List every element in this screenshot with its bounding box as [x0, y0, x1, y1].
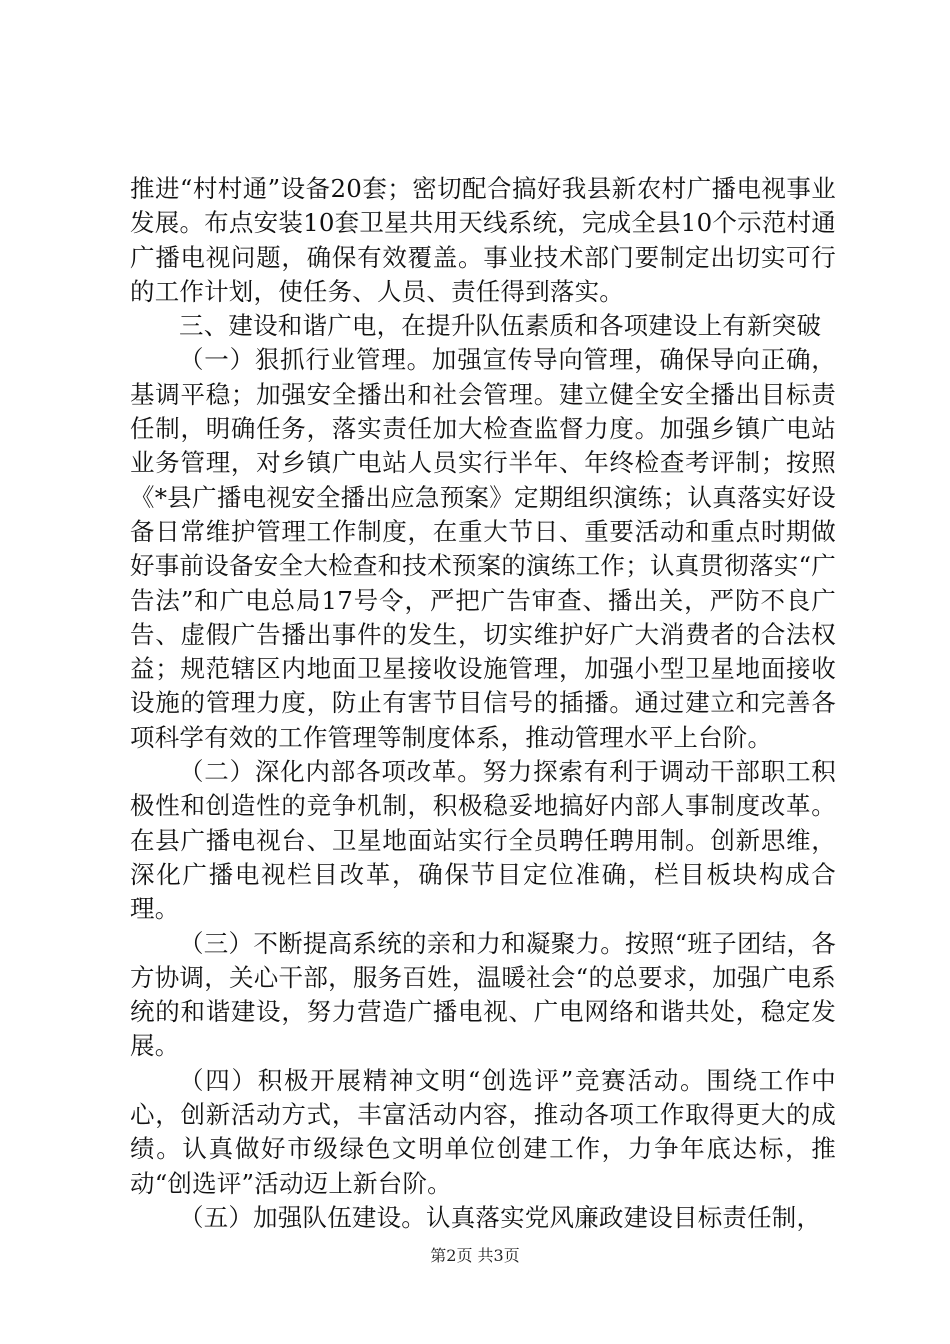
paragraph-internal-reform: （二）深化内部各项改革。努力探索有利于调动干部职工积极性和创造性的竞争机制，积极稳妥地搞好内部人事制度改革。在县广播电视台、卫星地面站实行全员聘任聘用制。创新思维，深化广播电视栏目改革，确保节目定位准确，栏目板块构成合理。 — [130, 757, 836, 924]
paragraph-cohesion: （三）不断提高系统的亲和力和凝聚力。按照“班子团结，各方协调，关心干部，服务百姓，温暖社会“的总要求，加强广电系统的和谐建设，努力营造广播电视、广电网络和谐共处，稳定发展。 — [130, 928, 836, 1061]
paragraph-industry-management: （一）狠抓行业管理。加强宣传导向管理，确保导向正确，基调平稳；加强安全播出和社会管理。建立健全安全播出目标责任制，明确任务，落实责任加大检查监督力度。加强乡镇广电站业务管理，对乡镇广电站人员实行半年、年终检查考评制；按照《*县广播电视安全播出应急预案》定期组织演练；认真落实好设备日常维护管理工作制度，在重大节日、重要活动和重点时期做好事前设备安全大检查和技术预案的演练工作；认真贯彻落实“广告法”和广电总局17号令，严把广告审查、播出关，严防不良广告、虚假广告播出事件的发生，切实维护好广大消费者的合法权益；规范辖区内地面卫星接收设施管理，加强小型卫星地面接收设施的管理力度，防止有害节目信号的插播。通过建立和完善各项科学有效的工作管理等制度体系，推动管理水平上台阶。 — [130, 345, 836, 752]
section-heading-3: 三、建设和谐广电，在提升队伍素质和各项建设上有新突破 — [179, 311, 822, 341]
paragraph-team-building: （五）加强队伍建设。认真落实党风廉政建设目标责任制， — [179, 1202, 822, 1232]
paragraph-1: 推进“村村通”设备20套；密切配合搞好我县新农村广播电视事业发展。布点安装10套卫星共用天线系统，完成全县10个示范村通广播电视问题，确保有效覆盖。事业技术部门要制定出切实可行的工作计划，使任务、人员、责任得到落实。 — [130, 174, 836, 306]
paragraph-civilization-competition: （四）积极开展精神文明“创选评”竞赛活动。围绕工作中心，创新活动方式，丰富活动内容，推动各项工作取得更大的成绩。认真做好市级绿色文明单位创建工作，力争年底达标，推动“创选评”活动迈上新台阶。 — [130, 1065, 836, 1198]
page-footer: 第2页 共3页 — [430, 1246, 520, 1265]
document-body — [130, 172, 836, 1235]
